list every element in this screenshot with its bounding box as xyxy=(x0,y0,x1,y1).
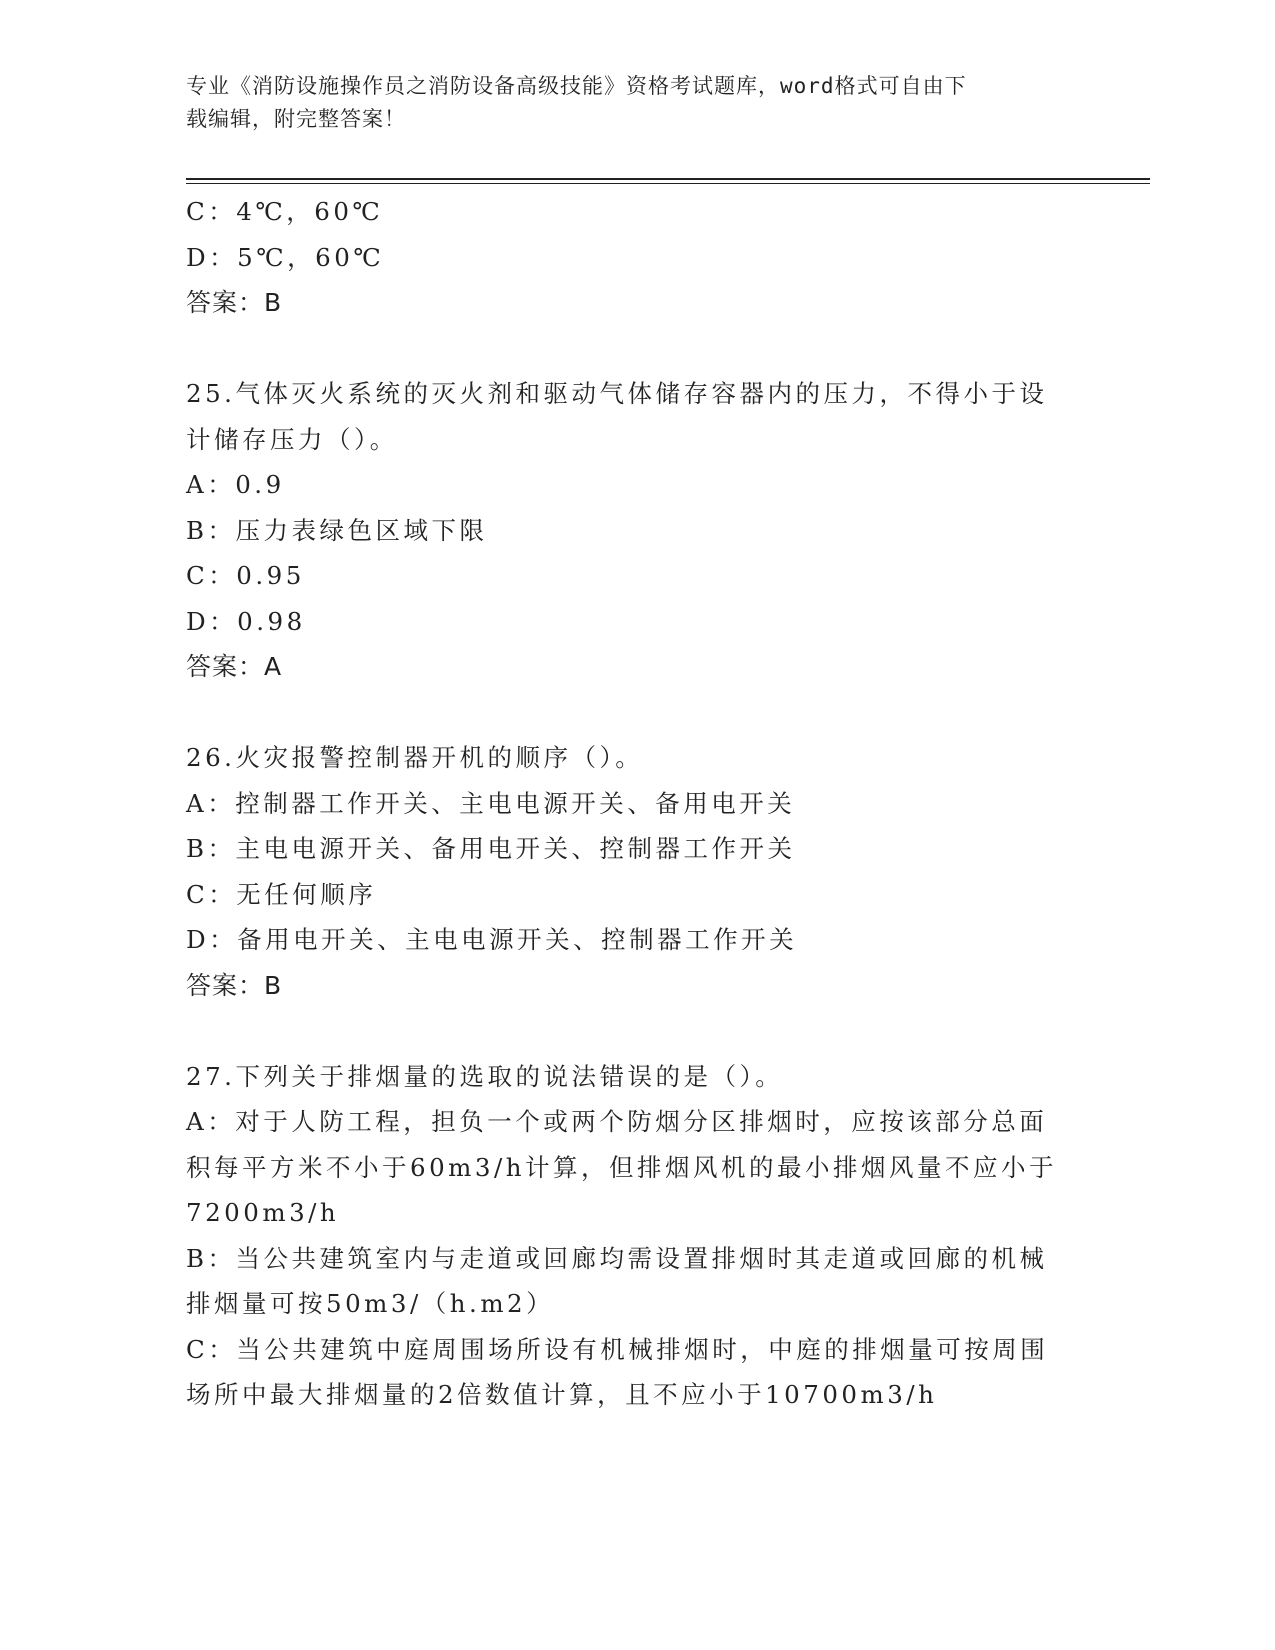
q26-stem: 26.火灾报警控制器开机的顺序（）。 xyxy=(186,743,644,772)
q24-option-d: D：5℃，60℃ xyxy=(186,242,385,272)
header-divider-thick xyxy=(186,178,1150,180)
q26-option-c: C：无任何顺序 xyxy=(186,879,377,909)
q25-option-c: C：0.95 xyxy=(186,561,305,590)
q27-stem: 27.下列关于排烟量的选取的说法错误的是（）。 xyxy=(186,1061,784,1091)
question-content xyxy=(186,189,1086,1418)
q27-option-a-line-2: 积每平方米不小于60m3/h计算，但排烟风机的最小排烟风量不应小于 xyxy=(186,1152,1058,1182)
q27-option-c-line-1: C：当公共建筑中庭周围场所设有机械排烟时，中庭的排烟量可按周围 xyxy=(186,1334,1049,1364)
q25-option-b: B：压力表绿色区域下限 xyxy=(186,515,488,545)
q26-option-b: B：主电电源开关、备用电开关、控制器工作开关 xyxy=(186,834,796,863)
q25-stem-line-2: 计储存压力（）。 xyxy=(186,424,398,454)
q25-option-d: D：0.98 xyxy=(186,606,306,636)
header-line-2: 载编辑，附完整答案！ xyxy=(186,107,406,131)
spacer xyxy=(186,1008,1086,1054)
q24-answer: 答案：B xyxy=(186,288,283,317)
header-divider-thin xyxy=(186,183,1150,184)
q25-option-a: A：0.9 xyxy=(186,470,285,499)
page-header xyxy=(186,70,1066,136)
q27-option-a-line-1: A：对于人防工程，担负一个或两个防烟分区排烟时，应按该部分总面 xyxy=(186,1107,1048,1136)
q25-answer: 答案：A xyxy=(186,652,283,681)
q27-option-a-line-3: 7200m3/h xyxy=(186,1198,340,1227)
q24-option-c: C：4℃，60℃ xyxy=(186,197,384,226)
q26-answer: 答案：B xyxy=(186,970,283,1000)
q27-option-c-line-2: 场所中最大排烟量的2倍数值计算，且不应小于10700m3/h xyxy=(186,1380,938,1409)
q26-option-a: A：控制器工作开关、主电电源开关、备用电开关 xyxy=(186,788,796,818)
header-line-1: 专业《消防设施操作员之消防设备高级技能》资格考试题库，word格式可自由下 xyxy=(186,74,967,98)
q27-option-b-line-2: 排烟量可按50m3/（h.m2） xyxy=(186,1289,555,1318)
spacer xyxy=(186,326,1086,372)
q25-stem-line-1: 25.气体灭火系统的灭火剂和驱动气体储存容器内的压力，不得小于设 xyxy=(186,379,1048,408)
q27-option-b-line-1: B：当公共建筑室内与走道或回廊均需设置排烟时其走道或回廊的机械 xyxy=(186,1243,1048,1273)
q26-option-d: D：备用电开关、主电电源开关、控制器工作开关 xyxy=(186,925,798,954)
spacer xyxy=(186,690,1086,736)
